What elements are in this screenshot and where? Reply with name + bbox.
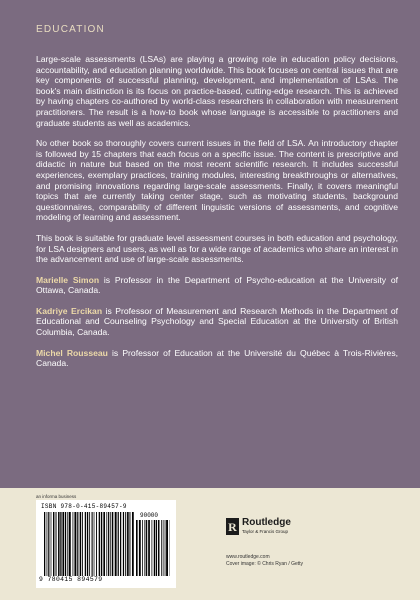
ean-digits: 9 780415 894579 [39,576,103,583]
author-bio [36,275,398,296]
publisher-name: Routledge [242,517,291,528]
publisher-url: www.routledge.com [226,554,270,560]
description-paragraph: Large-scale assessments (LSAs) are playing a growing role in education policy decisions, accountability, and education planning worldwide. This book focuses on central issues that are key components of successful planning, development, and implementation of LSAs. The book's main distinction is its focus on practice-based, cutting-edge research. This is achieved by having chapters co-authored by world-class researchers in collaboration with measurement practitioners. The result is a how-to book whose language is accessible to practitioners and graduate students as well as academics. [36,54,398,128]
description-paragraph: No other book so thoroughly covers current issues in the field of LSA. An introductory chapter is followed by 15 chapters that each focus on a specific issue. The content is prescriptive and didactic in nature but based on the most recent scientific research. It includes successful experiences, exemplary practices, training modules, interesting breakthroughs or alternatives, and promising innovations regarding large-scale assessments. Finally, it covers meaningful topics that are currently taking center stage, such as motivating students, background questionnaires, comparability of different linguistic versions of assessments, and cognitive modeling of learning and assessment. [36,138,398,223]
author-name: Michel Rousseau [36,347,108,358]
barcode-bars [44,512,134,576]
author-name: Marielle Simon [36,274,100,285]
author-bio-text: is Professor in the Department of Psycho-education at the University of Ottawa, Canada. [36,274,398,296]
author-bio-text: is Professor of Measurement and Research Methods in the Department of Educational and Counseling Psychology and Special Education at the University of British Columbia, Canada. [36,305,398,338]
author-bio [36,306,398,338]
routledge-r-icon [226,518,239,535]
barcode [36,500,176,588]
publisher-group: Taylor & Francis Group [242,529,289,534]
description-block [36,54,398,379]
author-bio [36,348,398,369]
svg-text:R: R [228,520,237,534]
author-name: Kadriye Ercikan [36,305,103,316]
isbn-number: ISBN 978-0-415-89457-9 [41,503,127,510]
description-paragraph: This book is suitable for graduate level assessment courses in both education and psychology, for LSA designers and users, as well as for a wide range of academics who share an interest in the advancement and use of large-scale assessments. [36,232,398,265]
cover-image-credit: Cover image: © Chris Ryan / Getty [226,561,304,567]
informa-tagline: an informa business [36,494,77,499]
category-label: EDUCATION [36,24,105,35]
author-bio-text: is Professor of Education at the Université du Québec à Trois-Rivières, Canada. [36,347,399,369]
barcode-addon-number: 90000 [140,512,159,519]
barcode-addon-bars [136,520,170,576]
footer-band [0,488,420,600]
